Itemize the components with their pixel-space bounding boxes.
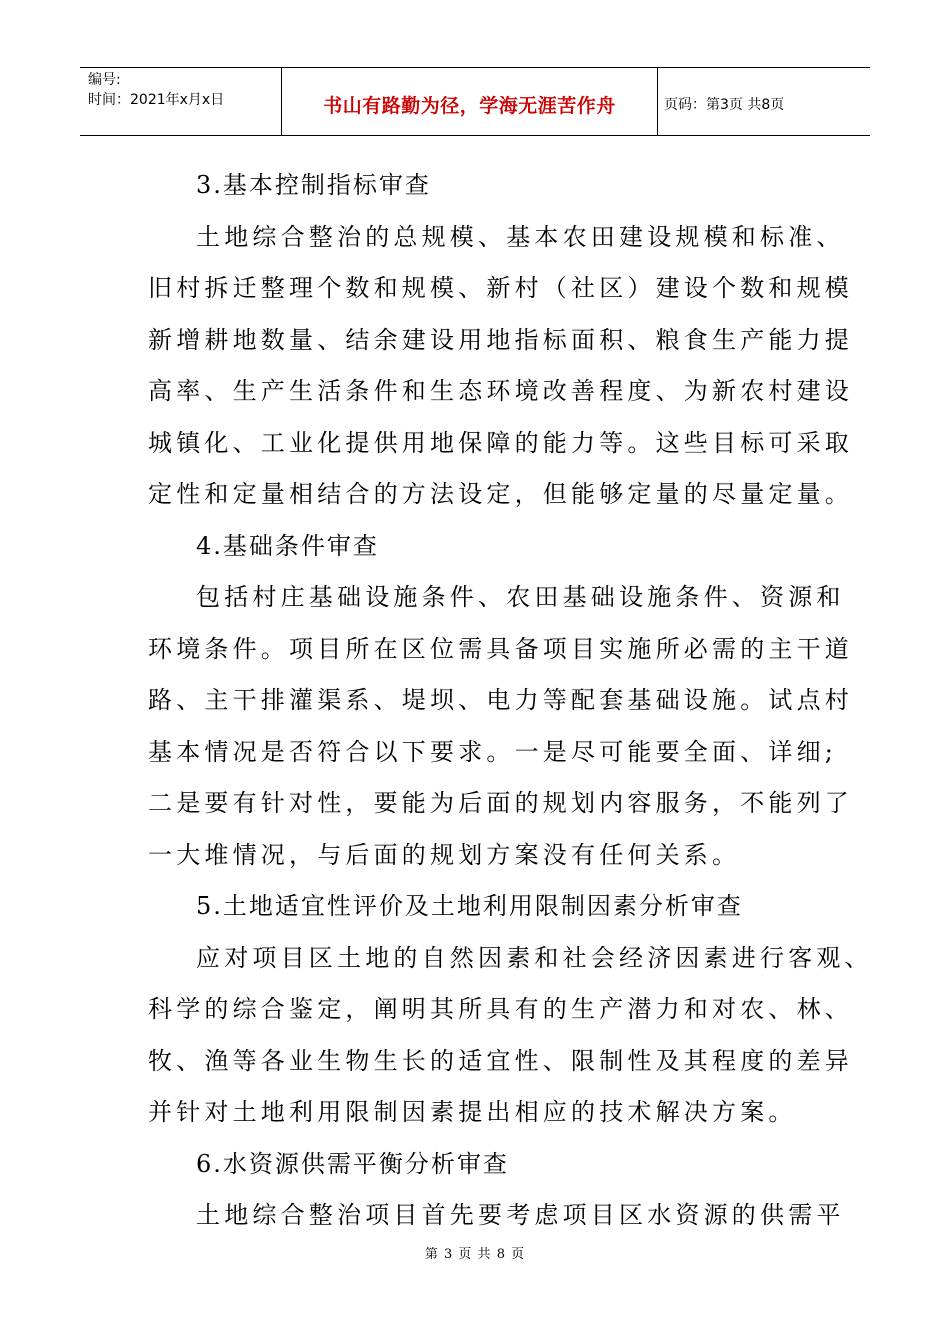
paragraph-line: 包括村庄基础设施条件、农田基础设施条件、资源和: [196, 583, 845, 611]
paragraph-line: 二是要有针对性，要能为后面的规划内容服务，不能列了: [148, 789, 853, 817]
number-label: 编号:: [88, 72, 121, 88]
document-body: [148, 160, 873, 1242]
header-meta: [80, 68, 282, 135]
paragraph-line: 基本情况是否符合以下要求。一是尽可能要全面、详细;: [148, 737, 838, 766]
paragraph-line: 科学的综合鉴定，阐明其所具有的生产潜力和对农、林、: [148, 995, 853, 1023]
section-heading: 3.基本控制指标审查: [196, 171, 431, 199]
section-heading: 5.土地适宜性评价及土地利用限制因素分析审查: [196, 892, 743, 920]
paragraph-line: 高率、生产生活条件和生态环境改善程度、为新农村建设: [148, 377, 853, 405]
paragraph-line: 路、主干排灌渠系、堤坝、电力等配套基础设施。试点村: [148, 686, 853, 714]
page-footer: 第 3 页 共 8 页: [424, 1247, 526, 1262]
paragraph-line: 应对项目区土地的自然因素和社会经济因素进行客观、: [196, 943, 873, 972]
section-heading: 6.水资源供需平衡分析审查: [196, 1149, 509, 1178]
paragraph-line: 环境条件。项目所在区位需具备项目实施所必需的主干道: [148, 634, 853, 663]
paragraph-line: 城镇化、工业化提供用地保障的能力等。这些目标可采取: [148, 428, 853, 457]
page-info-text: 页码：第3页 共8页: [664, 96, 785, 113]
document-header: [80, 67, 870, 136]
section-heading: 4.基础条件审查: [196, 531, 379, 560]
header-motto: [282, 68, 658, 135]
paragraph-line: 土地综合整治的总规模、基本农田建设规模和标准、: [196, 222, 845, 251]
paragraph-line: 旧村拆迁整理个数和规模、新村（社区）建设个数和规模: [148, 274, 853, 302]
motto-text: 书山有路勤为径，学海无涯苦作舟: [323, 95, 616, 117]
time-label: 时间：2021年x月x日: [88, 92, 225, 108]
paragraph-line: 新增耕地数量、结余建设用地指标面积、粮食生产能力提: [148, 325, 853, 354]
paragraph-line: 一大堆情况，与后面的规划方案没有任何关系。: [148, 840, 741, 869]
paragraph-line: 并针对土地利用限制因素提出相应的技术解决方案。: [148, 1098, 797, 1126]
paragraph-line: 定性和定量相结合的方法设定，但能够定量的尽量定量。: [148, 480, 853, 508]
paragraph-line: 土地综合整治项目首先要考虑项目区水资源的供需平: [196, 1201, 845, 1229]
paragraph-line: 牧、渔等各业生物生长的适宜性、限制性及其程度的差异: [148, 1046, 853, 1075]
header-page-info: [658, 68, 870, 135]
